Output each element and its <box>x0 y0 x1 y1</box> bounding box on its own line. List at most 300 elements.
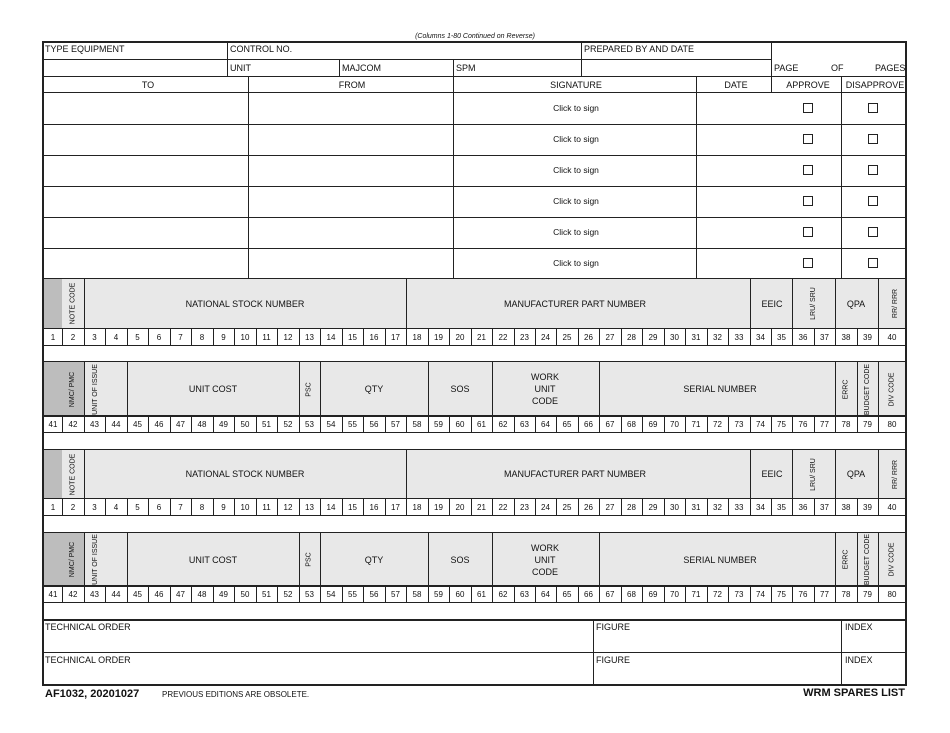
rule-line <box>514 415 515 432</box>
errc-header-text: ERRC <box>842 549 850 570</box>
rule-line <box>299 328 300 345</box>
rule-line <box>339 59 340 76</box>
column-number: 38 <box>841 333 851 342</box>
column-number: 27 <box>605 333 615 342</box>
column-number: 74 <box>756 420 765 429</box>
rule-line <box>105 498 106 515</box>
of-label: OF <box>831 63 844 73</box>
rule-line <box>857 585 858 602</box>
column-number: 18 <box>412 503 422 512</box>
rule-line <box>599 328 600 345</box>
rule-line <box>191 498 192 515</box>
rule-line <box>696 76 697 279</box>
rule-line <box>127 328 128 345</box>
column-number: 28 <box>627 333 636 342</box>
rule-line <box>42 585 906 586</box>
column-number: 46 <box>154 420 164 429</box>
column-number: 19 <box>434 333 443 342</box>
column-number: 79 <box>863 420 872 429</box>
column-number: 7 <box>178 503 183 512</box>
qpa-header: QPA <box>846 469 866 479</box>
column-number: 79 <box>863 590 872 599</box>
column-number: 53 <box>305 420 314 429</box>
column-number: 45 <box>133 590 142 599</box>
column-number: 53 <box>305 590 314 599</box>
qty-header: QTY <box>364 554 384 565</box>
column-number: 60 <box>455 420 465 429</box>
column-number: 29 <box>648 503 658 512</box>
rule-line <box>750 498 751 515</box>
section-marker <box>44 279 62 328</box>
rule-line <box>363 328 364 345</box>
rule-line <box>750 415 751 432</box>
rule-line <box>556 585 557 602</box>
rule-line <box>878 328 879 345</box>
rule-line <box>449 585 450 602</box>
column-number: 22 <box>498 333 508 342</box>
rule-line <box>342 415 343 432</box>
column-number: 56 <box>369 590 379 599</box>
rule-line <box>471 415 472 432</box>
disapprove-checkbox[interactable] <box>868 258 878 268</box>
column-number: 40 <box>887 503 897 512</box>
rule-line <box>42 92 906 93</box>
rule-line <box>664 328 665 345</box>
wuc-header-line2: UNIT <box>534 384 556 394</box>
rule-line <box>127 498 128 515</box>
column-number: 23 <box>520 333 529 342</box>
column-number: 75 <box>777 420 786 429</box>
rule-line <box>320 415 321 432</box>
rule-line <box>792 279 793 328</box>
rule-line <box>248 76 249 279</box>
column-number: 63 <box>520 420 529 429</box>
budget-code-header <box>857 362 878 416</box>
rule-line <box>42 328 906 329</box>
rule-line <box>428 415 429 432</box>
column-number: 74 <box>756 590 765 599</box>
rule-line <box>42 619 906 621</box>
column-number: 41 <box>48 420 58 429</box>
obsolete-note: PREVIOUS EDITIONS ARE OBSOLETE. <box>162 690 310 699</box>
rule-line <box>471 585 472 602</box>
rule-line <box>449 328 450 345</box>
unit-of-issue-header-text: UNIT OF ISSUE <box>91 534 99 585</box>
approve-checkbox[interactable] <box>803 165 813 175</box>
unit-of-issue-header-text: UNIT OF ISSUE <box>91 363 99 415</box>
rule-line <box>84 328 85 345</box>
rule-line <box>42 59 771 60</box>
approve-checkbox[interactable] <box>803 196 813 206</box>
column-number: 59 <box>434 420 443 429</box>
rule-line <box>320 328 321 345</box>
column-number: 76 <box>798 420 808 429</box>
rule-line <box>62 415 63 432</box>
div-code-header <box>878 533 906 586</box>
column-number: 65 <box>562 420 572 429</box>
column-number: 36 <box>798 503 808 512</box>
note-code-header-text: NOTE CODE <box>69 453 77 495</box>
majcom-label: MAJCOM <box>342 63 381 73</box>
rule-line <box>385 498 386 515</box>
column-number: 50 <box>240 590 250 599</box>
rule-line <box>556 328 557 345</box>
prepared-by-label: PREPARED BY AND DATE <box>584 44 695 54</box>
rule-line <box>342 328 343 345</box>
rule-line <box>42 217 906 218</box>
column-number: 7 <box>178 333 183 342</box>
column-number: 68 <box>627 590 636 599</box>
rule-line <box>857 328 858 345</box>
spm-label: SPM <box>456 63 476 73</box>
rule-line <box>148 328 149 345</box>
rule-line <box>234 498 235 515</box>
nmc-pmc-header <box>62 533 84 586</box>
note-code-header-text: NOTE CODE <box>69 282 77 325</box>
column-number: 4 <box>113 503 119 512</box>
rule-line <box>42 652 906 653</box>
disapprove-checkbox[interactable] <box>868 196 878 206</box>
column-number: 37 <box>820 503 829 512</box>
rule-line <box>406 585 407 602</box>
rule-line <box>599 533 600 586</box>
rule-line <box>428 533 429 586</box>
column-number: 4 <box>113 333 119 342</box>
rule-line <box>492 328 493 345</box>
eeic-header: EEIC <box>761 298 783 309</box>
pages-label: PAGES <box>875 63 906 73</box>
rule-line <box>621 415 622 432</box>
rule-line <box>42 415 906 416</box>
column-number: 77 <box>820 590 829 599</box>
column-number: 50 <box>240 420 250 429</box>
rule-line <box>685 415 686 432</box>
rule-line <box>771 415 772 432</box>
rr-rrr-header <box>885 450 906 498</box>
column-number: 25 <box>562 333 572 342</box>
column-number: 9 <box>221 333 226 342</box>
qty-header: QTY <box>364 384 384 394</box>
rr-rrr-header-text: RR/ RRR <box>892 288 900 319</box>
column-number: 72 <box>713 590 722 599</box>
rule-line <box>191 415 192 432</box>
rule-line <box>771 498 772 515</box>
rule-line <box>814 498 815 515</box>
column-number: 64 <box>541 420 550 429</box>
rule-line <box>42 586 906 587</box>
column-number: 13 <box>305 503 314 512</box>
page-label: PAGE <box>774 63 799 73</box>
rule-line <box>792 585 793 602</box>
signature-field[interactable]: Click to sign <box>553 196 599 206</box>
rule-line <box>191 328 192 345</box>
signature-field[interactable]: Click to sign <box>553 227 599 237</box>
approve-checkbox[interactable] <box>803 258 813 268</box>
rule-line <box>84 415 85 432</box>
rule-line <box>599 415 600 432</box>
column-number: 57 <box>391 590 400 599</box>
rr-rrr-header-text: RR/ RRR <box>892 459 900 489</box>
note-code-header <box>62 450 84 498</box>
form-id: AF1032, 20201027 <box>45 688 140 700</box>
column-number: 35 <box>777 503 786 512</box>
column-number: 13 <box>305 333 314 342</box>
nsn-header: NATIONAL STOCK NUMBER <box>185 469 305 479</box>
budget-code-header <box>857 533 878 586</box>
rule-line <box>277 328 278 345</box>
rule-line <box>127 585 128 602</box>
nsn-header: NATIONAL STOCK NUMBER <box>185 298 305 309</box>
rule-line <box>148 585 149 602</box>
unit-cost-header: UNIT COST <box>188 384 238 394</box>
rule-line <box>835 415 836 432</box>
figure-label: FIGURE <box>596 655 631 665</box>
column-number: 17 <box>391 503 400 512</box>
rule-line <box>127 362 128 416</box>
rule-line <box>213 498 214 515</box>
technical-order-label: TECHNICAL ORDER <box>45 655 131 665</box>
column-number: 64 <box>541 590 550 599</box>
rule-line <box>385 415 386 432</box>
date-label: DATE <box>724 80 748 90</box>
eeic-header: EEIC <box>761 469 783 479</box>
rule-line <box>535 585 536 602</box>
column-number: 41 <box>48 590 58 599</box>
column-number: 14 <box>326 333 336 342</box>
column-number: 9 <box>221 503 226 512</box>
rule-line <box>256 415 257 432</box>
column-number: 73 <box>734 420 744 429</box>
technical-order-label: TECHNICAL ORDER <box>45 622 131 632</box>
rule-line <box>492 498 493 515</box>
rule-line <box>213 328 214 345</box>
rule-line <box>105 415 106 432</box>
column-number: 26 <box>584 333 593 342</box>
column-number: 15 <box>348 503 357 512</box>
rule-line <box>42 515 906 516</box>
rule-line <box>841 76 842 279</box>
rule-line <box>256 585 257 602</box>
column-number: 5 <box>135 503 140 512</box>
column-number: 52 <box>283 590 293 599</box>
rule-line <box>707 328 708 345</box>
form-title: WRM SPARES LIST <box>803 687 905 699</box>
column-number: 16 <box>369 333 379 342</box>
column-number: 60 <box>455 590 465 599</box>
rule-line <box>707 498 708 515</box>
column-number: 25 <box>562 503 572 512</box>
column-number: 77 <box>820 420 829 429</box>
column-number: 62 <box>498 590 508 599</box>
lru-sru-header <box>803 450 824 498</box>
errc-header <box>835 362 857 416</box>
rule-line <box>42 248 906 249</box>
rule-line <box>227 41 228 76</box>
column-number: 29 <box>648 333 658 342</box>
approve-checkbox[interactable] <box>803 227 813 237</box>
rule-line <box>664 498 665 515</box>
column-number: 30 <box>670 333 679 342</box>
signature-field[interactable]: Click to sign <box>553 134 599 144</box>
column-number: 15 <box>348 333 357 342</box>
wuc-header-line2: UNIT <box>534 554 556 565</box>
disapprove-checkbox[interactable] <box>868 103 878 113</box>
rule-line <box>906 41 907 686</box>
column-number: 12 <box>283 503 293 512</box>
column-number: 2 <box>70 503 76 512</box>
rule-line <box>835 279 836 328</box>
rule-line <box>299 498 300 515</box>
column-number: 8 <box>199 333 205 342</box>
column-number: 39 <box>863 503 872 512</box>
rule-line <box>835 328 836 345</box>
serial-number-header: SERIAL NUMBER <box>683 554 757 565</box>
rule-line <box>62 585 63 602</box>
wuc-header-line3: CODE <box>531 566 559 577</box>
rule-line <box>514 328 515 345</box>
rule-line <box>363 415 364 432</box>
column-number: 44 <box>111 420 121 429</box>
rule-line <box>514 498 515 515</box>
column-number: 34 <box>756 333 765 342</box>
column-number: 40 <box>887 333 897 342</box>
figure-label: FIGURE <box>596 622 631 632</box>
rule-line <box>342 585 343 602</box>
rule-line <box>406 279 407 328</box>
control-no-label: CONTROL NO. <box>230 44 293 54</box>
disapprove-checkbox[interactable] <box>868 227 878 237</box>
rule-line <box>792 415 793 432</box>
column-number: 39 <box>863 333 872 342</box>
rule-line <box>406 450 407 498</box>
continued-note: (Columns 1-80 Continued on Reverse) <box>415 33 535 40</box>
column-number: 20 <box>455 333 465 342</box>
rule-line <box>170 585 171 602</box>
rule-line <box>621 328 622 345</box>
column-number: 58 <box>412 590 422 599</box>
column-number: 80 <box>887 590 897 599</box>
column-number: 61 <box>477 590 486 599</box>
rule-line <box>492 415 493 432</box>
rule-line <box>406 498 407 515</box>
div-code-header <box>878 362 906 416</box>
signature-field[interactable]: Click to sign <box>553 165 599 175</box>
column-number: 56 <box>369 420 379 429</box>
column-number: 36 <box>798 333 808 342</box>
column-number: 47 <box>176 420 185 429</box>
signature-field[interactable]: Click to sign <box>553 103 599 113</box>
column-number: 6 <box>156 503 162 512</box>
rule-line <box>771 585 772 602</box>
rule-line <box>514 585 515 602</box>
div-code-header-text: DIV CODE <box>888 542 896 577</box>
rule-line <box>105 585 106 602</box>
rule-line <box>42 155 906 156</box>
approve-checkbox[interactable] <box>803 103 813 113</box>
column-number: 71 <box>691 590 701 599</box>
rule-line <box>385 328 386 345</box>
rule-line <box>771 41 772 93</box>
disapprove-checkbox[interactable] <box>868 165 878 175</box>
disapprove-checkbox[interactable] <box>868 134 878 144</box>
column-number: 20 <box>455 503 465 512</box>
column-number: 66 <box>584 420 593 429</box>
column-number: 48 <box>197 590 207 599</box>
column-number: 67 <box>605 420 615 429</box>
rule-line <box>685 585 686 602</box>
sos-header: SOS <box>450 554 470 565</box>
column-number: 27 <box>605 503 615 512</box>
wuc-header-line1: WORK <box>531 542 559 553</box>
errc-header <box>835 533 857 586</box>
rule-line <box>814 328 815 345</box>
column-number: 26 <box>584 503 593 512</box>
rule-line <box>792 498 793 515</box>
column-number: 10 <box>240 503 250 512</box>
rule-line <box>299 585 300 602</box>
column-number: 37 <box>820 333 829 342</box>
rule-line <box>664 585 665 602</box>
column-number: 63 <box>520 590 529 599</box>
column-number: 70 <box>670 590 679 599</box>
column-number: 6 <box>156 333 162 342</box>
column-number: 58 <box>412 420 422 429</box>
rule-line <box>642 328 643 345</box>
rule-line <box>127 533 128 586</box>
unit-label: UNIT <box>230 63 251 73</box>
column-number: 28 <box>627 503 636 512</box>
column-number: 69 <box>648 590 658 599</box>
column-number: 10 <box>240 333 250 342</box>
rule-line <box>320 498 321 515</box>
column-number: 52 <box>283 420 293 429</box>
rule-line <box>492 533 493 586</box>
rule-line <box>213 415 214 432</box>
column-number: 14 <box>326 503 336 512</box>
column-number: 47 <box>176 590 185 599</box>
column-number: 24 <box>541 333 550 342</box>
column-number: 70 <box>670 420 679 429</box>
column-number: 18 <box>412 333 422 342</box>
rule-line <box>642 585 643 602</box>
column-number: 45 <box>133 420 142 429</box>
rule-line <box>363 498 364 515</box>
rule-line <box>857 498 858 515</box>
column-number: 31 <box>691 503 701 512</box>
rule-line <box>792 450 793 498</box>
column-number: 51 <box>262 420 271 429</box>
budget-code-header-text: BUDGET CODE <box>864 533 871 586</box>
rule-line <box>685 328 686 345</box>
rule-line <box>84 498 85 515</box>
rule-line <box>471 328 472 345</box>
column-number: 11 <box>262 333 271 342</box>
rule-line <box>406 415 407 432</box>
rule-line <box>707 585 708 602</box>
approve-checkbox[interactable] <box>803 134 813 144</box>
rule-line <box>449 415 450 432</box>
section-marker <box>44 450 62 498</box>
rule-line <box>42 124 906 125</box>
signature-field[interactable]: Click to sign <box>553 258 599 268</box>
rule-line <box>191 585 192 602</box>
budget-code-header-text: BUDGET CODE <box>864 363 871 415</box>
rule-line <box>42 432 906 433</box>
column-number: 51 <box>262 590 271 599</box>
rule-line <box>492 585 493 602</box>
rule-line <box>148 415 149 432</box>
rule-line <box>42 684 906 686</box>
